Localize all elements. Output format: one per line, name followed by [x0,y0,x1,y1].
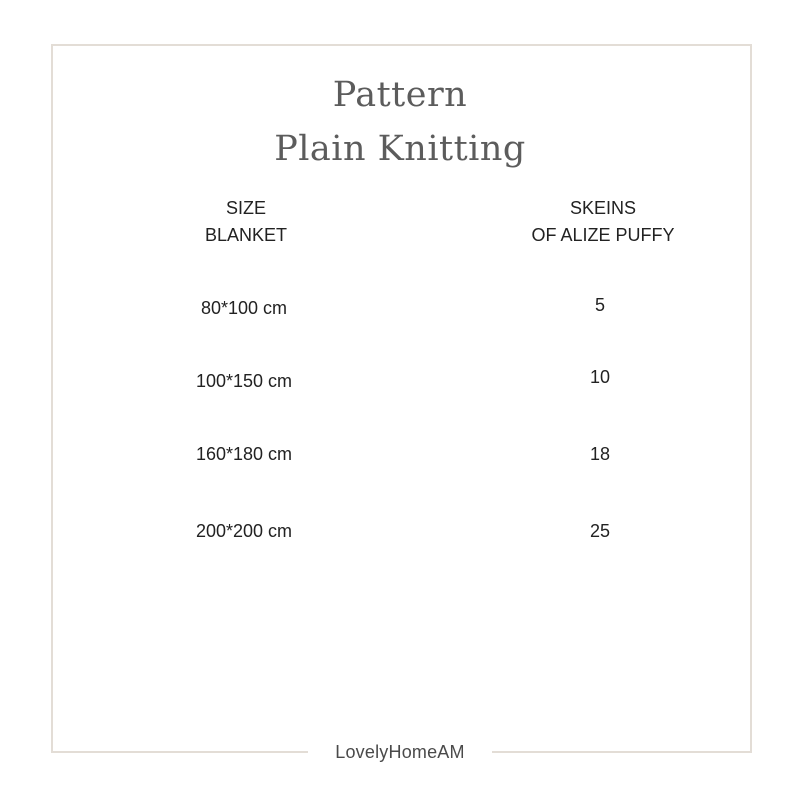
table-cell-skeins: 5 [594,295,605,315]
column-header-size-line-1: SIZE [225,198,266,218]
brand-name: LovelyHomeAM [335,742,465,762]
table-cell-skeins: 10 [589,367,611,387]
page-title-line-1: Pattern [332,75,468,115]
column-header-skeins [503,195,703,249]
column-header-size-line-2: BLANKET [204,225,288,245]
page-title-line-2: Plain Knitting [274,129,526,169]
column-header-size [146,195,346,249]
table-cell-size: 200*200 cm [195,521,293,541]
column-header-skeins-line-2: OF ALIZE PUFFY [531,225,675,245]
column-header-skeins-line-1: SKEINS [569,198,637,218]
table-cell-skeins: 18 [589,444,611,464]
table-cell-size: 160*180 cm [195,444,293,464]
table-cell-size: 100*150 cm [195,371,293,391]
table-cell-size: 80*100 cm [200,298,288,318]
table-cell-skeins: 25 [589,521,611,541]
